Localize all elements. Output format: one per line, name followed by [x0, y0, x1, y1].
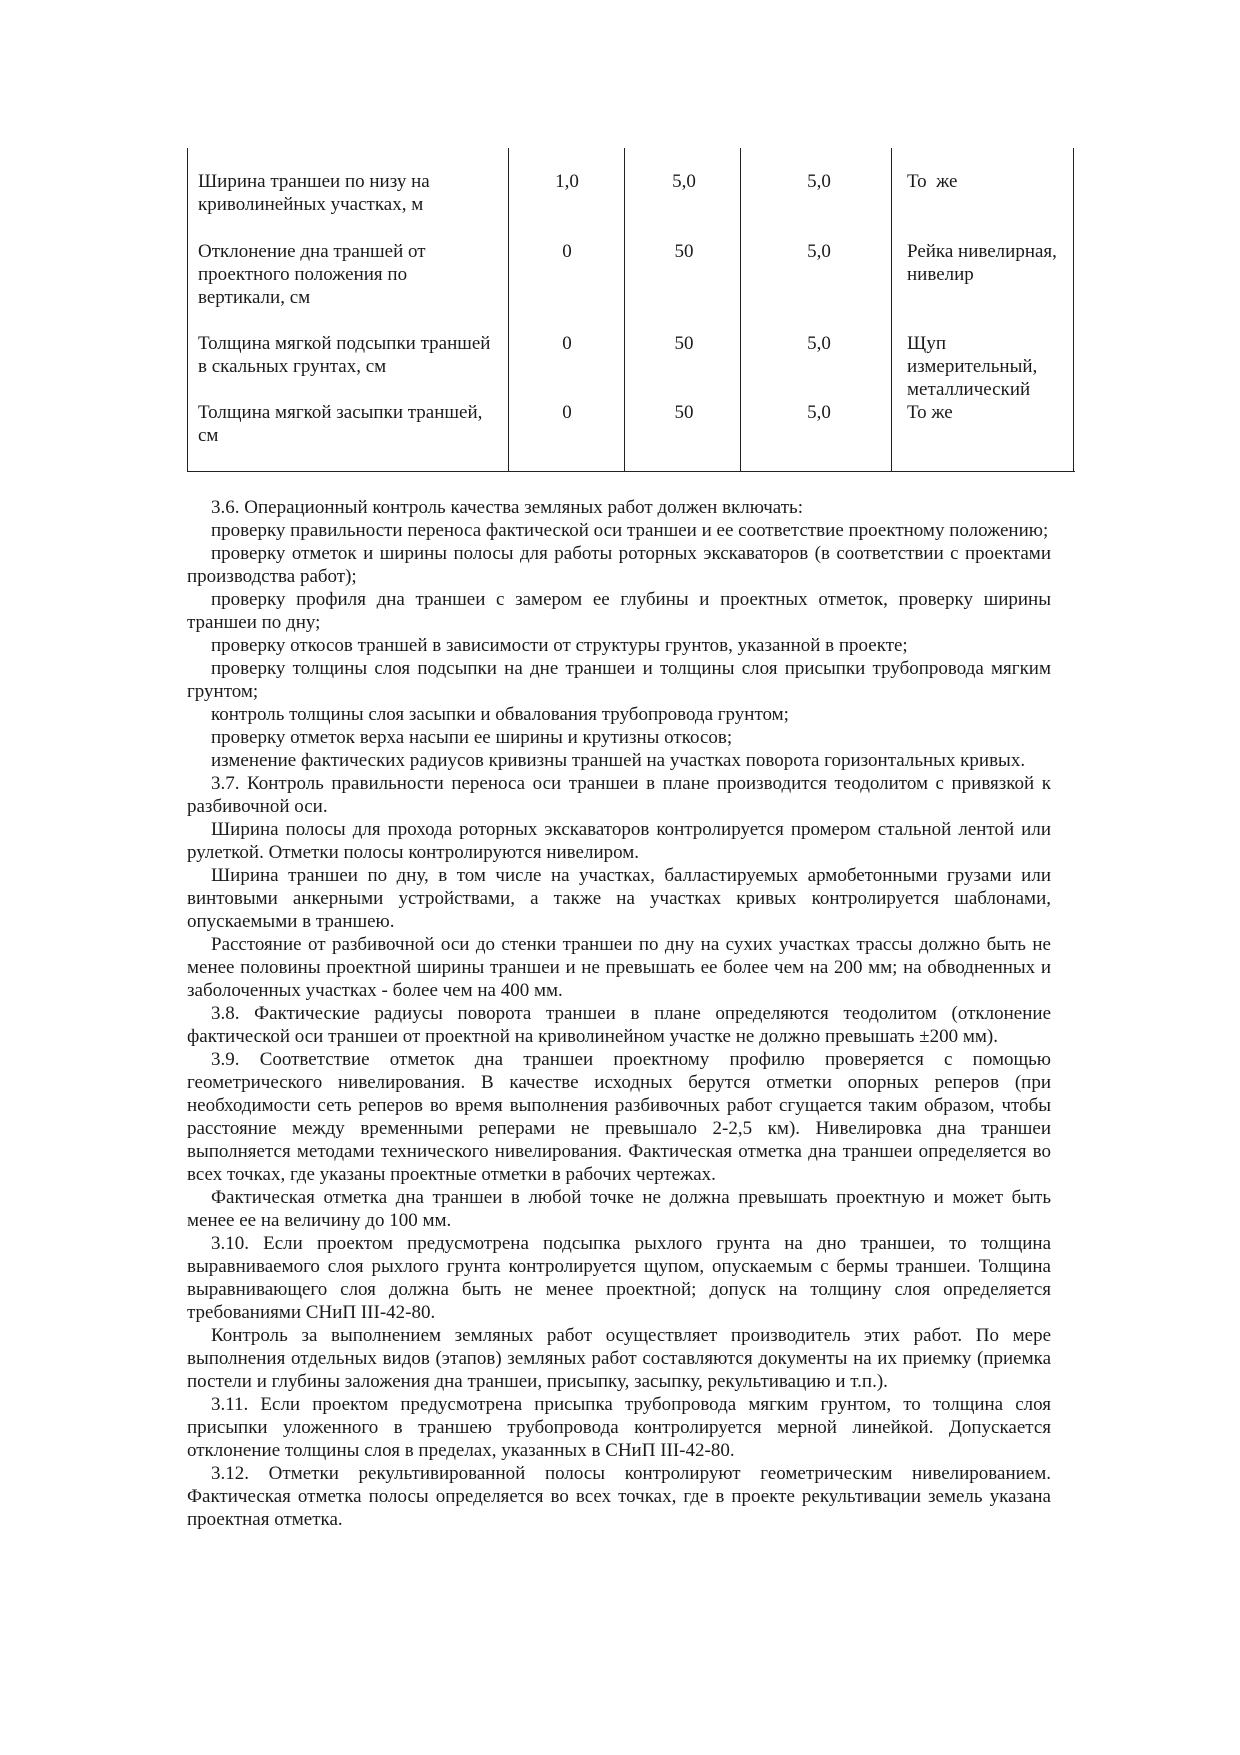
table-cell-value: 50: [674, 333, 694, 354]
table-cell-value: 0: [562, 402, 572, 423]
spec-table: [187, 148, 1075, 472]
table-cell-value: 5,0: [672, 171, 696, 192]
paragraph: Контроль за выполнением земляных работ осуществляет производитель этих работ. По мере выполнения отдельных видов (этапов) земляных работ составляются документы на их приемку (приемка постели и глубины заложения дна траншеи, присыпку, засыпку, рекультивацию и т.п.).: [187, 1325, 1051, 1392]
table-border-left: [187, 148, 188, 471]
paragraph-3-6: 3.6. Операционный контроль качества земляных работ должен включать:: [211, 497, 803, 518]
table-cell-parameter: Толщина мягкой засыпки траншей, см: [198, 402, 483, 446]
document-body: [187, 496, 1051, 1531]
paragraph: Ширина полосы для прохода роторных экскаваторов контролируется промером стальной лентой или рулеткой. Отметки полосы контролируются нивелиром.: [187, 819, 1051, 863]
list-item: изменение фактических радиусов кривизны траншей на участках поворота горизонтальных кривых.: [211, 750, 1026, 771]
table-cell-tool: Рейка нивелирная, нивелир: [907, 241, 1057, 285]
paragraph: Фактическая отметка дна траншеи в любой точке не должна превышать проектную и может быть менее ее на величину до 100 мм.: [187, 1187, 1051, 1231]
paragraph: Ширина траншеи по дну, в том числе на участках, балластируемых армобетонными грузами или винтовыми анкерными устройствами, а также на участках кривых контролируется шаблонами, опускаемыми в траншею.: [187, 865, 1051, 932]
table-border-right: [1073, 148, 1074, 471]
paragraph-3-10: 3.10. Если проектом предусмотрена подсыпка рыхлого грунта на дно траншеи, то толщина выравниваемого слоя рыхлого грунта контролируется щупом, опускаемым с бермы траншеи. Толщина выравнивающего слоя должна быть не менее проектной; допуск на толщину слоя определяется требованиями СНиП III-42-80.: [187, 1233, 1051, 1323]
table-column-divider: [624, 148, 625, 471]
list-item: проверку отметок верха насыпи ее ширины и крутизны откосов;: [211, 727, 733, 748]
table-cell-parameter: Отклонение дна траншей от проектного положения по вертикали, см: [198, 241, 426, 308]
table-cell-value: 50: [674, 402, 694, 423]
table-cell-value: 5,0: [807, 171, 831, 192]
table-cell-tool: То же: [907, 402, 953, 423]
table-cell-tool: Щуп измерительный, металлический: [907, 333, 1038, 400]
table-column-divider: [508, 148, 509, 471]
table-cell-value: 0: [562, 241, 572, 262]
list-item: проверку откосов траншей в зависимости от структуры грунтов, указанной в проекте;: [211, 635, 908, 656]
table-cell-value: 5,0: [807, 402, 831, 423]
table-cell-value: 5,0: [807, 333, 831, 354]
table-cell-value: 0: [562, 333, 572, 354]
list-item: проверку отметок и ширины полосы для работы роторных экскаваторов (в соответствии с проектами производства работ);: [187, 543, 1051, 587]
list-item: контроль толщины слоя засыпки и обвалования трубопровода грунтом;: [211, 704, 789, 725]
paragraph-3-12: 3.12. Отметки рекультивированной полосы контролируют геометрическим нивелированием. Фактическая отметка полосы определяется во всех точках, где в проекте рекультивации земель указана проектная отметка.: [187, 1463, 1051, 1530]
paragraph-3-7: 3.7. Контроль правильности переноса оси траншеи в плане производится теодолитом с привязкой к разбивочной оси.: [187, 773, 1051, 817]
list-item: проверку толщины слоя подсыпки на дне траншеи и толщины слоя присыпки трубопровода мягким грунтом;: [187, 658, 1051, 702]
table-cell-parameter: Ширина траншеи по низу на криволинейных участках, м: [198, 171, 430, 215]
paragraph: Расстояние от разбивочной оси до стенки траншеи по дну на сухих участках трассы должно быть не менее половины проектной ширины траншеи и не превышать ее более чем на 200 мм; на обводненных и заболоченных участках - более чем на 400 мм.: [187, 934, 1051, 1001]
table-cell-parameter: Толщина мягкой подсыпки траншей в скальных грунтах, см: [198, 333, 491, 377]
table-cell-tool: То же: [907, 171, 958, 192]
paragraph-3-11: 3.11. Если проектом предусмотрена присыпка трубопровода мягким грунтом, то толщина слоя присыпки уложенного в траншею трубопровода контролируется мерной линейкой. Допускается отклонение толщины слоя в пределах, указанных в СНиП III-42-80.: [187, 1394, 1051, 1461]
list-item: проверку правильности переноса фактической оси траншеи и ее соответствие проектному положению;: [211, 520, 1049, 541]
table-cell-value: 50: [674, 241, 694, 262]
paragraph-3-8: 3.8. Фактические радиусы поворота траншеи в плане определяются теодолитом (отклонение фактической оси траншеи от проектной на криволинейном участке не должно превышать ±200 мм).: [187, 1003, 1051, 1047]
paragraph-3-9: 3.9. Соответствие отметок дна траншеи проектному профилю проверяется с помощью геометрического нивелирования. В качестве исходных берутся отметки опорных реперов (при необходимости сеть реперов во время выполнения разбивочных работ сгущается таким образом, чтобы расстояние между временными реперами не превышало 2-2,5 км). Нивелировка дна траншеи выполняется методами технического нивелирования. Фактическая отметка дна траншеи определяется во всех точках, где указаны проектные отметки в рабочих чертежах.: [187, 1049, 1051, 1185]
list-item: проверку профиля дна траншеи с замером ее глубины и проектных отметок, проверку ширины траншеи по дну;: [187, 589, 1051, 633]
table-cell-value: 1,0: [555, 171, 579, 192]
table-cell-value: 5,0: [807, 241, 831, 262]
